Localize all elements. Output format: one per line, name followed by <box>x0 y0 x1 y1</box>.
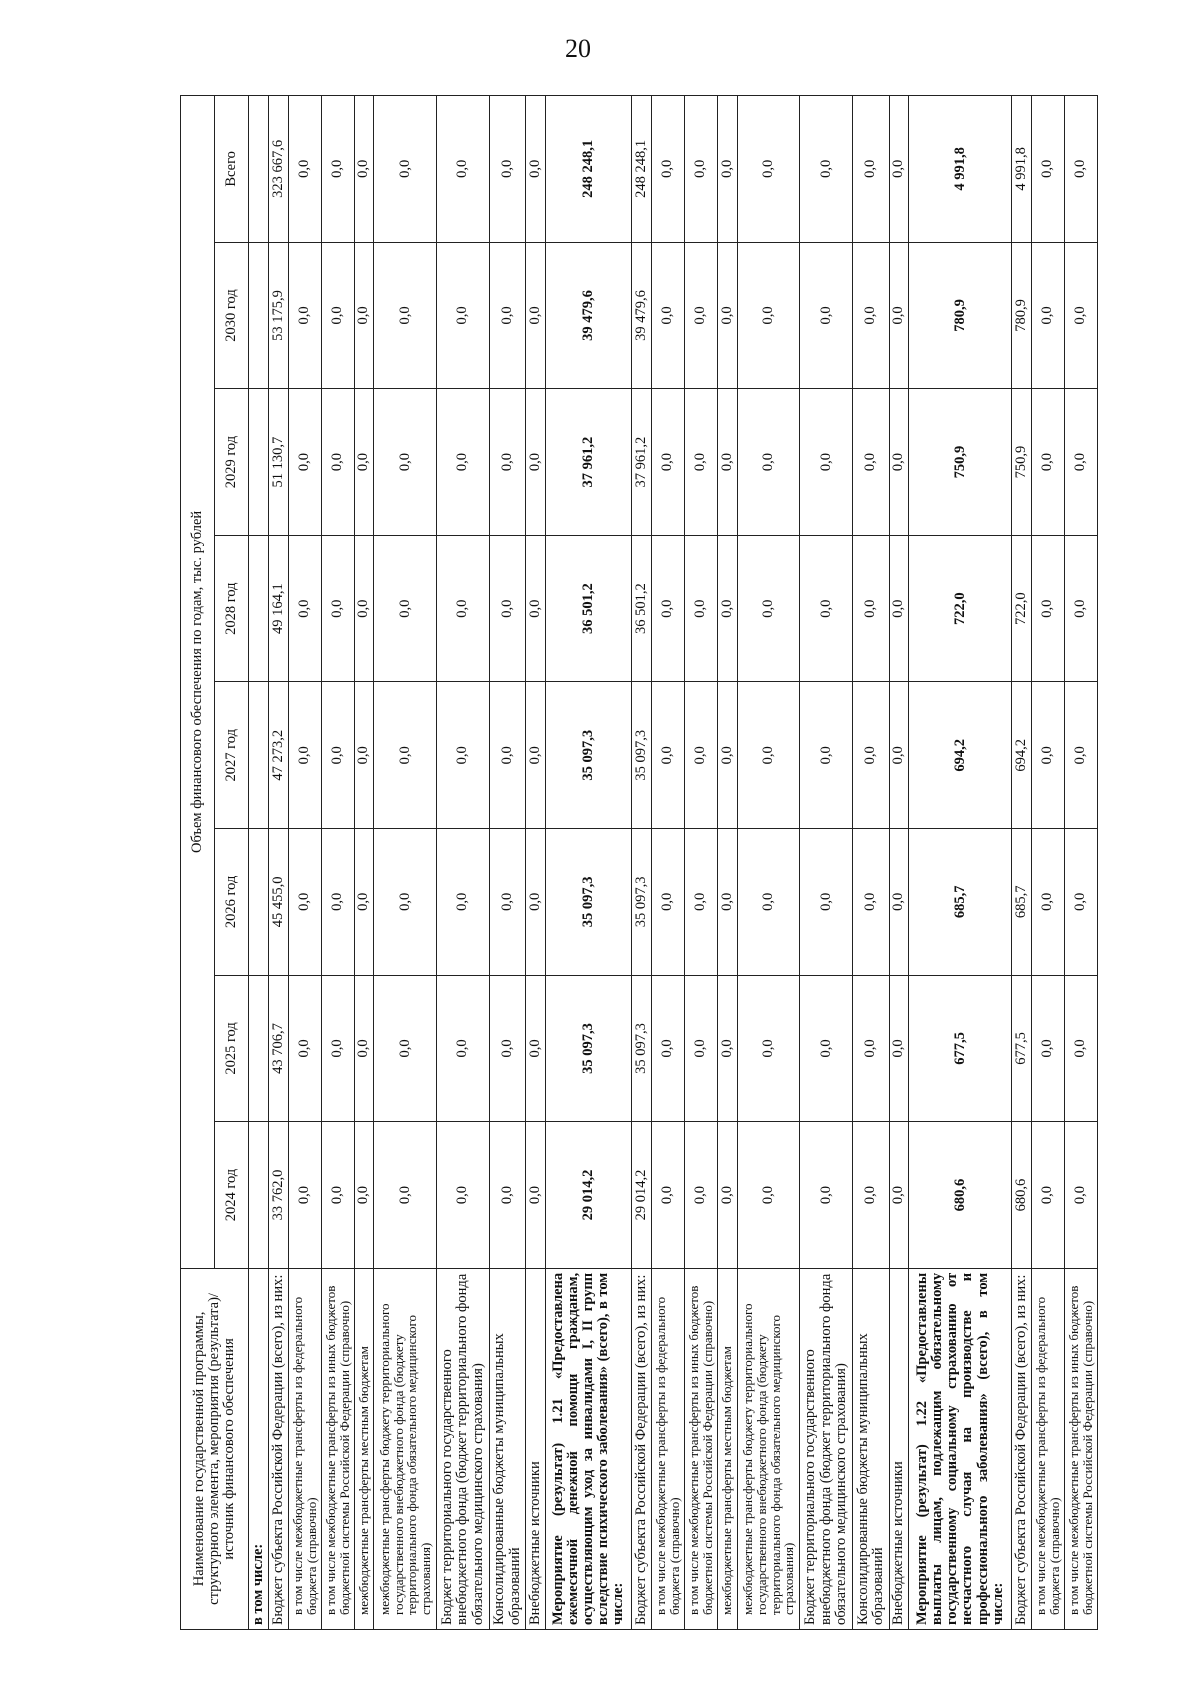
cell-value: 0,0 <box>354 389 374 536</box>
table-row <box>853 96 889 1630</box>
table-row <box>1064 96 1097 1630</box>
cell-value: 0,0 <box>737 242 800 389</box>
cell-value: 0,0 <box>321 96 354 243</box>
cell-value: 0,0 <box>684 535 717 682</box>
cell-value: 0,0 <box>526 389 546 536</box>
cell-value: 0,0 <box>684 682 717 829</box>
page-number: 20 <box>565 34 591 63</box>
cell-value: 0,0 <box>717 682 737 829</box>
cell-value: 0,0 <box>288 975 321 1122</box>
cell-value: 0,0 <box>526 96 546 243</box>
cell-value: 0,0 <box>436 535 489 682</box>
cell-value: 0,0 <box>1031 242 1064 389</box>
cell-value: 0,0 <box>684 389 717 536</box>
cell-value: 39 479,6 <box>632 242 652 389</box>
cell-value: 0,0 <box>737 96 800 243</box>
cell-value: 0,0 <box>288 682 321 829</box>
row-label: в том числе межбюджетные трансферты из иных бюджетов бюджетной системы Российской Федерации (справочно) <box>321 1268 354 1629</box>
cell-value: 0,0 <box>853 829 889 976</box>
cell-value: 0,0 <box>1031 829 1064 976</box>
cell-value: 0,0 <box>889 1122 909 1269</box>
cell-value: 248 248,1 <box>546 96 632 243</box>
cell-value: 677,5 <box>1012 975 1032 1122</box>
row-label: Бюджет субъекта Российской Федерации (всего), из них: <box>1012 1268 1032 1629</box>
cell-value: 0,0 <box>651 682 684 829</box>
cell-value: 0,0 <box>737 389 800 536</box>
cell-value: 35 097,3 <box>632 975 652 1122</box>
cell-value: 0,0 <box>526 242 546 389</box>
row-label: Консолидированные бюджеты муниципальных образований <box>853 1268 889 1629</box>
cell-value: 0,0 <box>354 242 374 389</box>
cell-value: 0,0 <box>526 1122 546 1269</box>
cell-value: 0,0 <box>354 1122 374 1269</box>
cell-value: 0,0 <box>1064 682 1097 829</box>
cell-value: 0,0 <box>436 829 489 976</box>
cell-value: 36 501,2 <box>546 535 632 682</box>
cell-value: 35 097,3 <box>632 829 652 976</box>
cell-value: 0,0 <box>651 242 684 389</box>
cell-value: 4 991,8 <box>1012 96 1032 243</box>
cell-value: 0,0 <box>717 96 737 243</box>
table-body <box>249 96 1098 1630</box>
cell-value: 0,0 <box>374 975 437 1122</box>
cell-value: 0,0 <box>717 975 737 1122</box>
row-label: в том числе межбюджетные трансферты из иных бюджетов бюджетной системы Российской Федерации (справочно) <box>684 1268 717 1629</box>
cell-value: 53 175,9 <box>268 242 288 389</box>
year-header: 2027 год <box>215 682 249 829</box>
cell-value: 0,0 <box>737 535 800 682</box>
row-label: в том числе межбюджетные трансферты из федерального бюджета (справочно) <box>288 1268 321 1629</box>
row-label: Внебюджетные источники <box>526 1268 546 1629</box>
cell-value: 0,0 <box>374 535 437 682</box>
cell-value: 0,0 <box>800 96 853 243</box>
table-row <box>889 96 909 1630</box>
cell-value: 47 273,2 <box>268 682 288 829</box>
cell-value: 680,6 <box>1012 1122 1032 1269</box>
cell-value: 33 762,0 <box>268 1122 288 1269</box>
volume-caption: Объем финансового обеспечения по годам, тыс. рублей <box>181 96 215 1269</box>
cell-value: 0,0 <box>489 242 525 389</box>
row-label: Мероприятие (результат) 1.21 «Предоставлена ежемесячной денежной помощи гражданам, осуществляющим уход за инвалидами I, II групп вследствие психического заболевания» (всего), в том числе: <box>546 1268 632 1629</box>
table-row <box>436 96 489 1630</box>
cell-value: 0,0 <box>889 96 909 243</box>
cell-value: 0,0 <box>889 242 909 389</box>
cell-value: 0,0 <box>684 242 717 389</box>
cell-value: 0,0 <box>1031 975 1064 1122</box>
cell-value: 0,0 <box>684 1122 717 1269</box>
table-row <box>268 96 288 1630</box>
cell-value: 0,0 <box>889 975 909 1122</box>
cell-value: 0,0 <box>684 829 717 976</box>
cell-value: 323 667,6 <box>268 96 288 243</box>
cell-value: 0,0 <box>354 682 374 829</box>
cell-value: 4 991,8 <box>909 96 1012 243</box>
cell-value: 49 164,1 <box>268 535 288 682</box>
cell-value: 248 248,1 <box>632 96 652 243</box>
cell-value: 0,0 <box>489 682 525 829</box>
cell-value: 0,0 <box>489 829 525 976</box>
cell-value: 0,0 <box>288 389 321 536</box>
row-label: Бюджет территориального государственного внебюджетного фонда (бюджет территориального фонда обязательного медицинского страхования) <box>436 1268 489 1629</box>
row-label: Бюджет субъекта Российской Федерации (всего), из них: <box>268 1268 288 1629</box>
cell-value: 0,0 <box>489 96 525 243</box>
cell-value: 0,0 <box>321 1122 354 1269</box>
table-row <box>1031 96 1064 1630</box>
cell-value: 0,0 <box>436 96 489 243</box>
cell-value: 0,0 <box>800 682 853 829</box>
cell-value: 0,0 <box>321 535 354 682</box>
cell-value: 39 479,6 <box>546 242 632 389</box>
table-row <box>737 96 800 1630</box>
cell-value: 0,0 <box>717 389 737 536</box>
row-label: Внебюджетные источники <box>889 1268 909 1629</box>
cell-value: 0,0 <box>1031 682 1064 829</box>
cell-value: 0,0 <box>717 1122 737 1269</box>
cell-value: 0,0 <box>853 682 889 829</box>
year-header: 2024 год <box>215 1122 249 1269</box>
cell-value: 0,0 <box>321 829 354 976</box>
cell-value: 0,0 <box>853 1122 889 1269</box>
cell-value: 0,0 <box>889 682 909 829</box>
cell-value: 0,0 <box>800 829 853 976</box>
cell-value <box>249 682 269 829</box>
cell-value: 694,2 <box>909 682 1012 829</box>
cell-value: 0,0 <box>436 975 489 1122</box>
row-label: межбюджетные трансферты местным бюджетам <box>354 1268 374 1629</box>
cell-value: 0,0 <box>374 389 437 536</box>
row-label: межбюджетные трансферты бюджету территориального государственного внебюджетного фонда (бюджету территориального фонда обязательного медицинского страхования) <box>737 1268 800 1629</box>
row-label: межбюджетные трансферты бюджету территориального государственного внебюджетного фонда (бюджету территориального фонда обязательного медицинского страхования) <box>374 1268 437 1629</box>
cell-value: 0,0 <box>717 242 737 389</box>
cell-value: 0,0 <box>489 535 525 682</box>
financing-table <box>180 95 1098 1630</box>
year-header: 2029 год <box>215 389 249 536</box>
year-header: 2025 год <box>215 975 249 1122</box>
table-row <box>288 96 321 1630</box>
cell-value: 0,0 <box>651 975 684 1122</box>
cell-value: 0,0 <box>436 682 489 829</box>
table-row <box>684 96 717 1630</box>
rotated-table-wrapper <box>180 95 1098 1630</box>
cell-value: 780,9 <box>1012 242 1032 389</box>
cell-value: 680,6 <box>909 1122 1012 1269</box>
table-row <box>546 96 632 1630</box>
cell-value: 0,0 <box>374 1122 437 1269</box>
cell-value: 0,0 <box>800 1122 853 1269</box>
table-row <box>800 96 853 1630</box>
cell-value: 0,0 <box>800 242 853 389</box>
row-label: Бюджет территориального государственного внебюджетного фонда (бюджет территориального фонда обязательного медицинского страхования) <box>800 1268 853 1629</box>
row-label: в том числе межбюджетные трансферты из федерального бюджета (справочно) <box>1031 1268 1064 1629</box>
cell-value: 0,0 <box>1064 389 1097 536</box>
cell-value: 0,0 <box>651 535 684 682</box>
row-label: Мероприятие (результат) 1.22 «Предоставлены выплаты лицам, подлежащим обязательному государственному социальному страхованию от несчастного случая на производстве и профессионального заболевания» (всего), в том числе: <box>909 1268 1012 1629</box>
year-header: Всего <box>215 96 249 243</box>
table-row <box>526 96 546 1630</box>
cell-value: 0,0 <box>321 242 354 389</box>
year-header: 2028 год <box>215 535 249 682</box>
cell-value: 0,0 <box>853 535 889 682</box>
cell-value: 0,0 <box>1031 96 1064 243</box>
cell-value: 0,0 <box>1064 96 1097 243</box>
cell-value: 0,0 <box>489 1122 525 1269</box>
cell-value: 0,0 <box>1064 829 1097 976</box>
cell-value: 0,0 <box>354 535 374 682</box>
cell-value: 0,0 <box>321 389 354 536</box>
table-row <box>374 96 437 1630</box>
cell-value: 0,0 <box>853 389 889 536</box>
cell-value: 685,7 <box>1012 829 1032 976</box>
cell-value: 0,0 <box>1031 535 1064 682</box>
row-label: в том числе межбюджетные трансферты из федерального бюджета (справочно) <box>651 1268 684 1629</box>
row-label: в том числе: <box>249 1268 269 1629</box>
cell-value: 0,0 <box>889 535 909 682</box>
cell-value: 37 961,2 <box>632 389 652 536</box>
cell-value <box>249 1122 269 1269</box>
cell-value: 780,9 <box>909 242 1012 389</box>
cell-value: 722,0 <box>1012 535 1032 682</box>
cell-value: 0,0 <box>737 1122 800 1269</box>
cell-value: 0,0 <box>354 829 374 976</box>
cell-value: 0,0 <box>288 96 321 243</box>
cell-value: 36 501,2 <box>632 535 652 682</box>
cell-value: 0,0 <box>1064 242 1097 389</box>
cell-value: 0,0 <box>1064 535 1097 682</box>
cell-value: 694,2 <box>1012 682 1032 829</box>
cell-value: 0,0 <box>737 682 800 829</box>
row-label: в том числе межбюджетные трансферты из иных бюджетов бюджетной системы Российской Федерации (справочно) <box>1064 1268 1097 1629</box>
cell-value: 0,0 <box>374 96 437 243</box>
cell-value <box>249 829 269 976</box>
cell-value: 0,0 <box>651 389 684 536</box>
cell-value: 0,0 <box>889 829 909 976</box>
cell-value: 0,0 <box>737 975 800 1122</box>
cell-value <box>249 535 269 682</box>
cell-value: 0,0 <box>436 242 489 389</box>
cell-value: 0,0 <box>288 242 321 389</box>
cell-value <box>249 242 269 389</box>
table-row <box>717 96 737 1630</box>
cell-value: 0,0 <box>288 1122 321 1269</box>
cell-value: 0,0 <box>853 975 889 1122</box>
table-row <box>651 96 684 1630</box>
cell-value: 0,0 <box>651 1122 684 1269</box>
cell-value: 0,0 <box>853 96 889 243</box>
cell-value: 0,0 <box>436 389 489 536</box>
cell-value: 0,0 <box>651 96 684 243</box>
cell-value: 0,0 <box>526 682 546 829</box>
cell-value: 750,9 <box>909 389 1012 536</box>
cell-value: 0,0 <box>800 975 853 1122</box>
cell-value <box>249 96 269 243</box>
cell-value: 35 097,3 <box>632 682 652 829</box>
cell-value: 0,0 <box>526 829 546 976</box>
table-row <box>909 96 1012 1630</box>
cell-value: 35 097,3 <box>546 829 632 976</box>
cell-value: 0,0 <box>374 242 437 389</box>
cell-value: 0,0 <box>288 829 321 976</box>
cell-value: 0,0 <box>889 389 909 536</box>
cell-value: 677,5 <box>909 975 1012 1122</box>
cell-value: 722,0 <box>909 535 1012 682</box>
cell-value: 0,0 <box>1031 389 1064 536</box>
cell-value: 0,0 <box>354 975 374 1122</box>
year-header: 2026 год <box>215 829 249 976</box>
year-header: 2030 год <box>215 242 249 389</box>
cell-value: 0,0 <box>853 242 889 389</box>
cell-value: 0,0 <box>489 975 525 1122</box>
cell-value: 37 961,2 <box>546 389 632 536</box>
cell-value: 685,7 <box>909 829 1012 976</box>
cell-value: 0,0 <box>1064 975 1097 1122</box>
cell-value: 0,0 <box>684 96 717 243</box>
cell-value: 0,0 <box>1064 1122 1097 1269</box>
cell-value: 0,0 <box>374 682 437 829</box>
cell-value <box>249 975 269 1122</box>
cell-value: 35 097,3 <box>546 682 632 829</box>
table-row <box>354 96 374 1630</box>
table-row <box>489 96 525 1630</box>
cell-value: 29 014,2 <box>546 1122 632 1269</box>
cell-value: 0,0 <box>651 829 684 976</box>
cell-value: 29 014,2 <box>632 1122 652 1269</box>
cell-value: 0,0 <box>321 975 354 1122</box>
name-column-header: Наименование государственной программы, структурного элемента, мероприятия (результата)/источник финансового обеспечения <box>181 1268 249 1629</box>
cell-value: 0,0 <box>800 389 853 536</box>
cell-value: 0,0 <box>354 96 374 243</box>
cell-value: 43 706,7 <box>268 975 288 1122</box>
cell-value: 0,0 <box>1031 1122 1064 1269</box>
cell-value: 0,0 <box>436 1122 489 1269</box>
table-row <box>632 96 652 1630</box>
cell-value: 0,0 <box>684 975 717 1122</box>
cell-value: 35 097,3 <box>546 975 632 1122</box>
table-row <box>321 96 354 1630</box>
cell-value: 0,0 <box>321 682 354 829</box>
row-label: межбюджетные трансферты местным бюджетам <box>717 1268 737 1629</box>
cell-value: 0,0 <box>737 829 800 976</box>
cell-value: 51 130,7 <box>268 389 288 536</box>
row-label: Консолидированные бюджеты муниципальных образований <box>489 1268 525 1629</box>
cell-value: 0,0 <box>526 535 546 682</box>
cell-value: 0,0 <box>374 829 437 976</box>
cell-value: 0,0 <box>489 389 525 536</box>
cell-value: 750,9 <box>1012 389 1032 536</box>
cell-value: 0,0 <box>288 535 321 682</box>
cell-value <box>249 389 269 536</box>
row-label: Бюджет субъекта Российской Федерации (всего), из них: <box>632 1268 652 1629</box>
table-row <box>1012 96 1032 1630</box>
cell-value: 0,0 <box>526 975 546 1122</box>
table-row <box>249 96 269 1630</box>
cell-value: 0,0 <box>800 535 853 682</box>
cell-value: 0,0 <box>717 829 737 976</box>
cell-value: 45 455,0 <box>268 829 288 976</box>
cell-value: 0,0 <box>717 535 737 682</box>
